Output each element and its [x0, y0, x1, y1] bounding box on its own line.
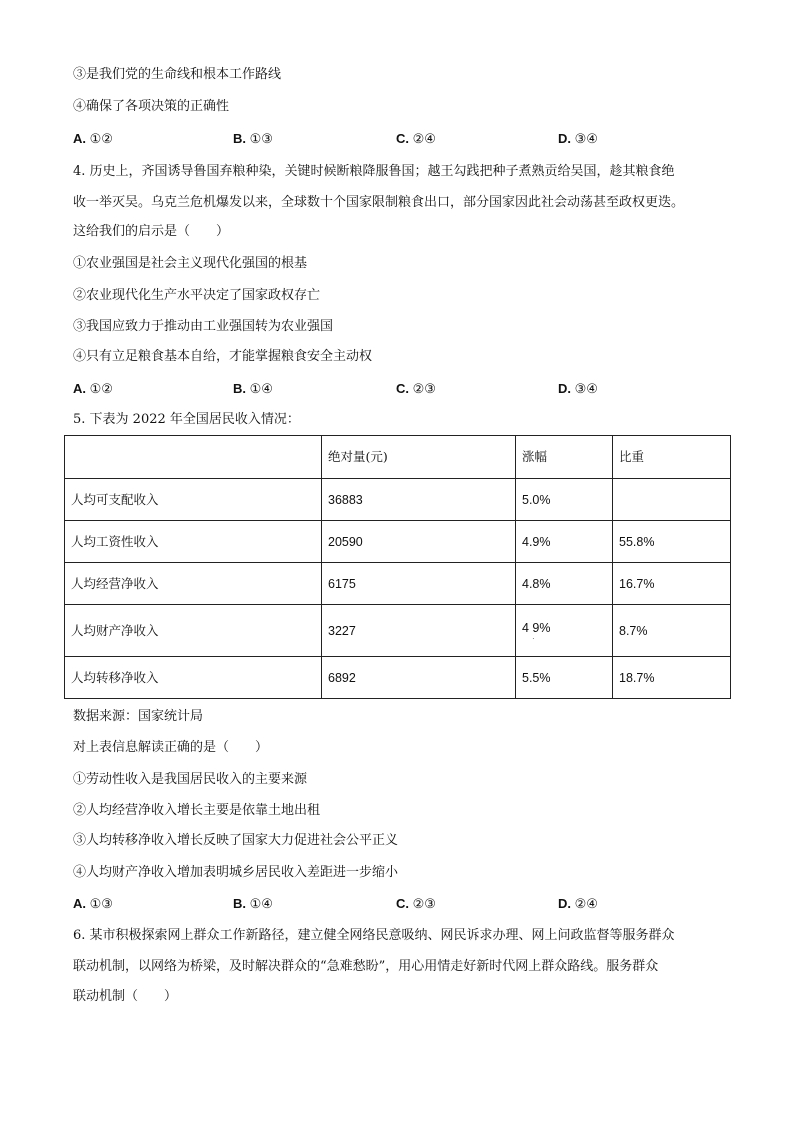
q5-item-3: ③人均转移净收入增长反映了国家大力促进社会公平正义 [73, 833, 399, 848]
q4-options: A. ①② B. ①④ C. ②③ D. ③④ [73, 381, 598, 397]
table-cell-share: 16.7% [613, 563, 731, 605]
table-cell-label: 人均可支配收入 [65, 479, 322, 521]
table-cell-amount: 6175 [322, 563, 516, 605]
q4-item-4: ④只有立足粮食基本自给，才能掌握粮食安全主动权 [73, 349, 373, 364]
table-cell-amount: 6892 [322, 657, 516, 699]
table-header-cell: 比重 [613, 436, 731, 479]
table-cell-share: 18.7% [613, 657, 731, 699]
table-header-cell [65, 436, 322, 479]
q5-option-a: ①③ [89, 897, 113, 912]
table-cell-growth: 4 9% · [516, 605, 613, 657]
table-cell-growth: 4.9% [516, 521, 613, 563]
table-row [65, 657, 731, 699]
table-cell-amount: 3227 [322, 605, 516, 657]
stray-mark: · [532, 633, 535, 643]
q5-stem: 5. 下表为 2022 年全国居民收入情况： [73, 412, 300, 427]
table-cell-label: 人均财产净收入 [65, 605, 322, 657]
table-row [65, 521, 731, 563]
q4-option-a: ①② [89, 382, 113, 397]
table-cell-amount: 36883 [322, 479, 516, 521]
q3-option-d: ③④ [574, 132, 598, 147]
table-row [65, 563, 731, 605]
q3-option-a: ①② [89, 132, 113, 147]
q4-stem-line-3: 这给我们的启示是（ ） [73, 224, 230, 239]
table-header-cell: 涨幅 [516, 436, 613, 479]
q5-question: 对上表信息解读正确的是（ ） [73, 740, 269, 755]
q5-item-2: ②人均经营净收入增长主要是依靠土地出租 [73, 803, 321, 818]
q6-stem-line-2: 联动机制，以网络为桥梁，及时解决群众的“急难愁盼”，用心用情走好新时代网上群众路线。服务群众 [73, 959, 659, 974]
q5-options: A. ①③ B. ①④ C. ②③ D. ②④ [73, 896, 598, 912]
q4-item-1: ①农业强国是社会主义现代化强国的根基 [73, 256, 308, 271]
q5-option-b: ①④ [249, 897, 273, 912]
q4-option-b: ①④ [249, 382, 273, 397]
q3-option-c: ②④ [412, 132, 436, 147]
q3-options: A. ①② B. ①③ C. ②④ D. ③④ [73, 131, 598, 147]
table-row [65, 479, 731, 521]
q4-stem-line-2: 收一举灭吴。乌克兰危机爆发以来，全球数十个国家限制粮食出口，部分国家因此社会动荡甚至政权更迭。 [73, 195, 685, 210]
q4-option-c: ②③ [412, 382, 436, 397]
table-cell-label: 人均工资性收入 [65, 521, 322, 563]
table-cell-amount: 20590 [322, 521, 516, 563]
q5-option-d: ②④ [574, 897, 598, 912]
table-cell-share: 55.8% [613, 521, 731, 563]
q4-option-d: ③④ [574, 382, 598, 397]
q5-item-1: ①劳动性收入是我国居民收入的主要来源 [73, 772, 308, 787]
q3-item-4: ④确保了各项决策的正确性 [73, 99, 230, 114]
q4-item-2: ②农业现代化生产水平决定了国家政权存亡 [73, 288, 321, 303]
table-cell-growth: 4.8% [516, 563, 613, 605]
table-header-cell: 绝对量(元) [322, 436, 516, 479]
q6-stem-line-3: 联动机制（ ） [73, 989, 178, 1004]
q3-item-3: ③是我们党的生命线和根本工作路线 [73, 67, 282, 82]
q4-item-3: ③我国应致力于推动由工业强国转为农业强国 [73, 319, 334, 334]
q5-option-c: ②③ [412, 897, 436, 912]
table-cell-share: 8.7% [613, 605, 731, 657]
table-cell-growth: 5.5% [516, 657, 613, 699]
q4-stem-line-1: 4. 历史上，齐国诱导鲁国弃粮种染，关键时候断粮降服鲁国；越王勾践把种子煮熟贡给吴国，趁其粮食绝 [73, 164, 675, 179]
q5-source: 数据来源：国家统计局 [73, 709, 204, 724]
table-cell-label: 人均经营净收入 [65, 563, 322, 605]
table-cell-share [613, 479, 731, 521]
q6-stem-line-1: 6. 某市积极探索网上群众工作新路径，建立健全网络民意吸纳、网民诉求办理、网上问政监督等服务群众 [73, 928, 675, 943]
q3-option-b: ①③ [249, 132, 273, 147]
table-header-row [65, 436, 731, 479]
income-table [64, 435, 731, 699]
table-row [65, 605, 731, 657]
table-cell-growth: 5.0% [516, 479, 613, 521]
q5-item-4: ④人均财产净收入增加表明城乡居民收入差距进一步缩小 [73, 865, 399, 880]
table-cell-label: 人均转移净收入 [65, 657, 322, 699]
